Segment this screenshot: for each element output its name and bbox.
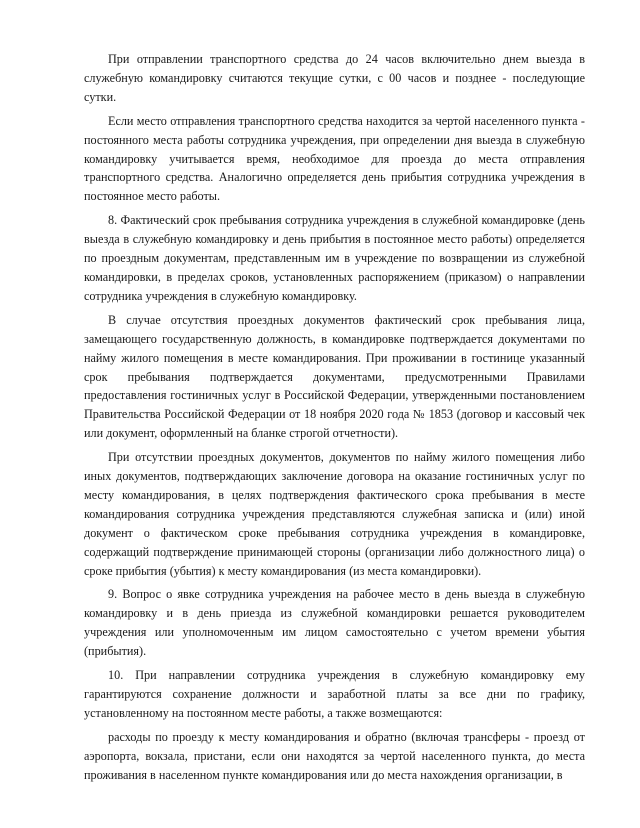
paragraph-travel-expenses: расходы по проезду к месту командирования и обратно (включая трансферы - проезд от аэропорта, вокзала, пристани, если они находятся за чертой населенного пункта, до места проживания в населенном пункте командирования или до места нахождения организации, в: [84, 729, 585, 782]
paragraph-no-travel-documents: В случае отсутствия проездных документов фактический срок пребывания лица, замещающего государственную должность, в командировке подтверждается документами по найму жилого помещения в месте командирования. При проживании в гостинице указанный срок пребывания подтверждается документами, предусмотренными Правилами предоставления гостиничных услуг в Российской Федерации, утвержденными постановлением Правительства Российской Федерации от 18 ноября 2020 года № 1853 (договор и кассовый чек или документ, оформленный на бланке строгой отчетности).: [84, 312, 585, 441]
paragraph-item-9: 9. Вопрос о явке сотрудника учреждения на рабочее место в день выезда в служебную командировку и в день приезда из служебной командировки решается руководителем учреждения или уполномоченным им лицом самостоятельно с учетом времени убытия (прибытия).: [84, 587, 585, 659]
paragraph-departure-point: Если место отправления транспортного средства находится за чертой населенного пункта - постоянного места работы сотрудника учреждения, при определении дня выезда в служебную командировку учитывается время, необходимое для проезда до места отправления транспортного средства. Аналогично определяется день прибытия сотрудника учреждения в постоянное место работы.: [84, 113, 585, 204]
paragraph-service-note: При отсутствии проездных документов, документов по найму жилого помещения либо иных документов, подтверждающих заключение договора на оказание гостиничных услуг по месту командирования, в целях подтверждения фактического срока пребывания в месте командирования сотрудника учреждения представляются служебная записка и (или) иной документ о фактическом сроке пребывания сотрудника учреждения в командировке, содержащий подтверждение принимающей стороны (организации либо должностного лица) о сроке прибытия (убытия) к месту командирования (из места командировки).: [84, 450, 585, 578]
paragraph-item-8: 8. Фактический срок пребывания сотрудника учреждения в служебной командировке (день выезда в служебную командировку и день прибытия в постоянное место работы) определяется по проездным документам, представленным им в учреждение по возвращении из служебной командировки, в пределах сроков, установленных распоряжением (приказом) о направлении сотрудника учреждения в служебную командировку.: [84, 213, 585, 303]
paragraph-item-10: 10. При направлении сотрудника учреждения в служебную командировку ему гарантируются сохранение должности и заработной платы за все дни по графику, установленному на постоянном месте работы, а также возмещаются:: [84, 668, 585, 720]
paragraph-departure-day: При отправлении транспортного средства до 24 часов включительно днем выезда в служебную командировку считаются текущие сутки, с 00 часов и позднее - последующие сутки.: [84, 52, 585, 104]
document-page: [84, 50, 585, 790]
